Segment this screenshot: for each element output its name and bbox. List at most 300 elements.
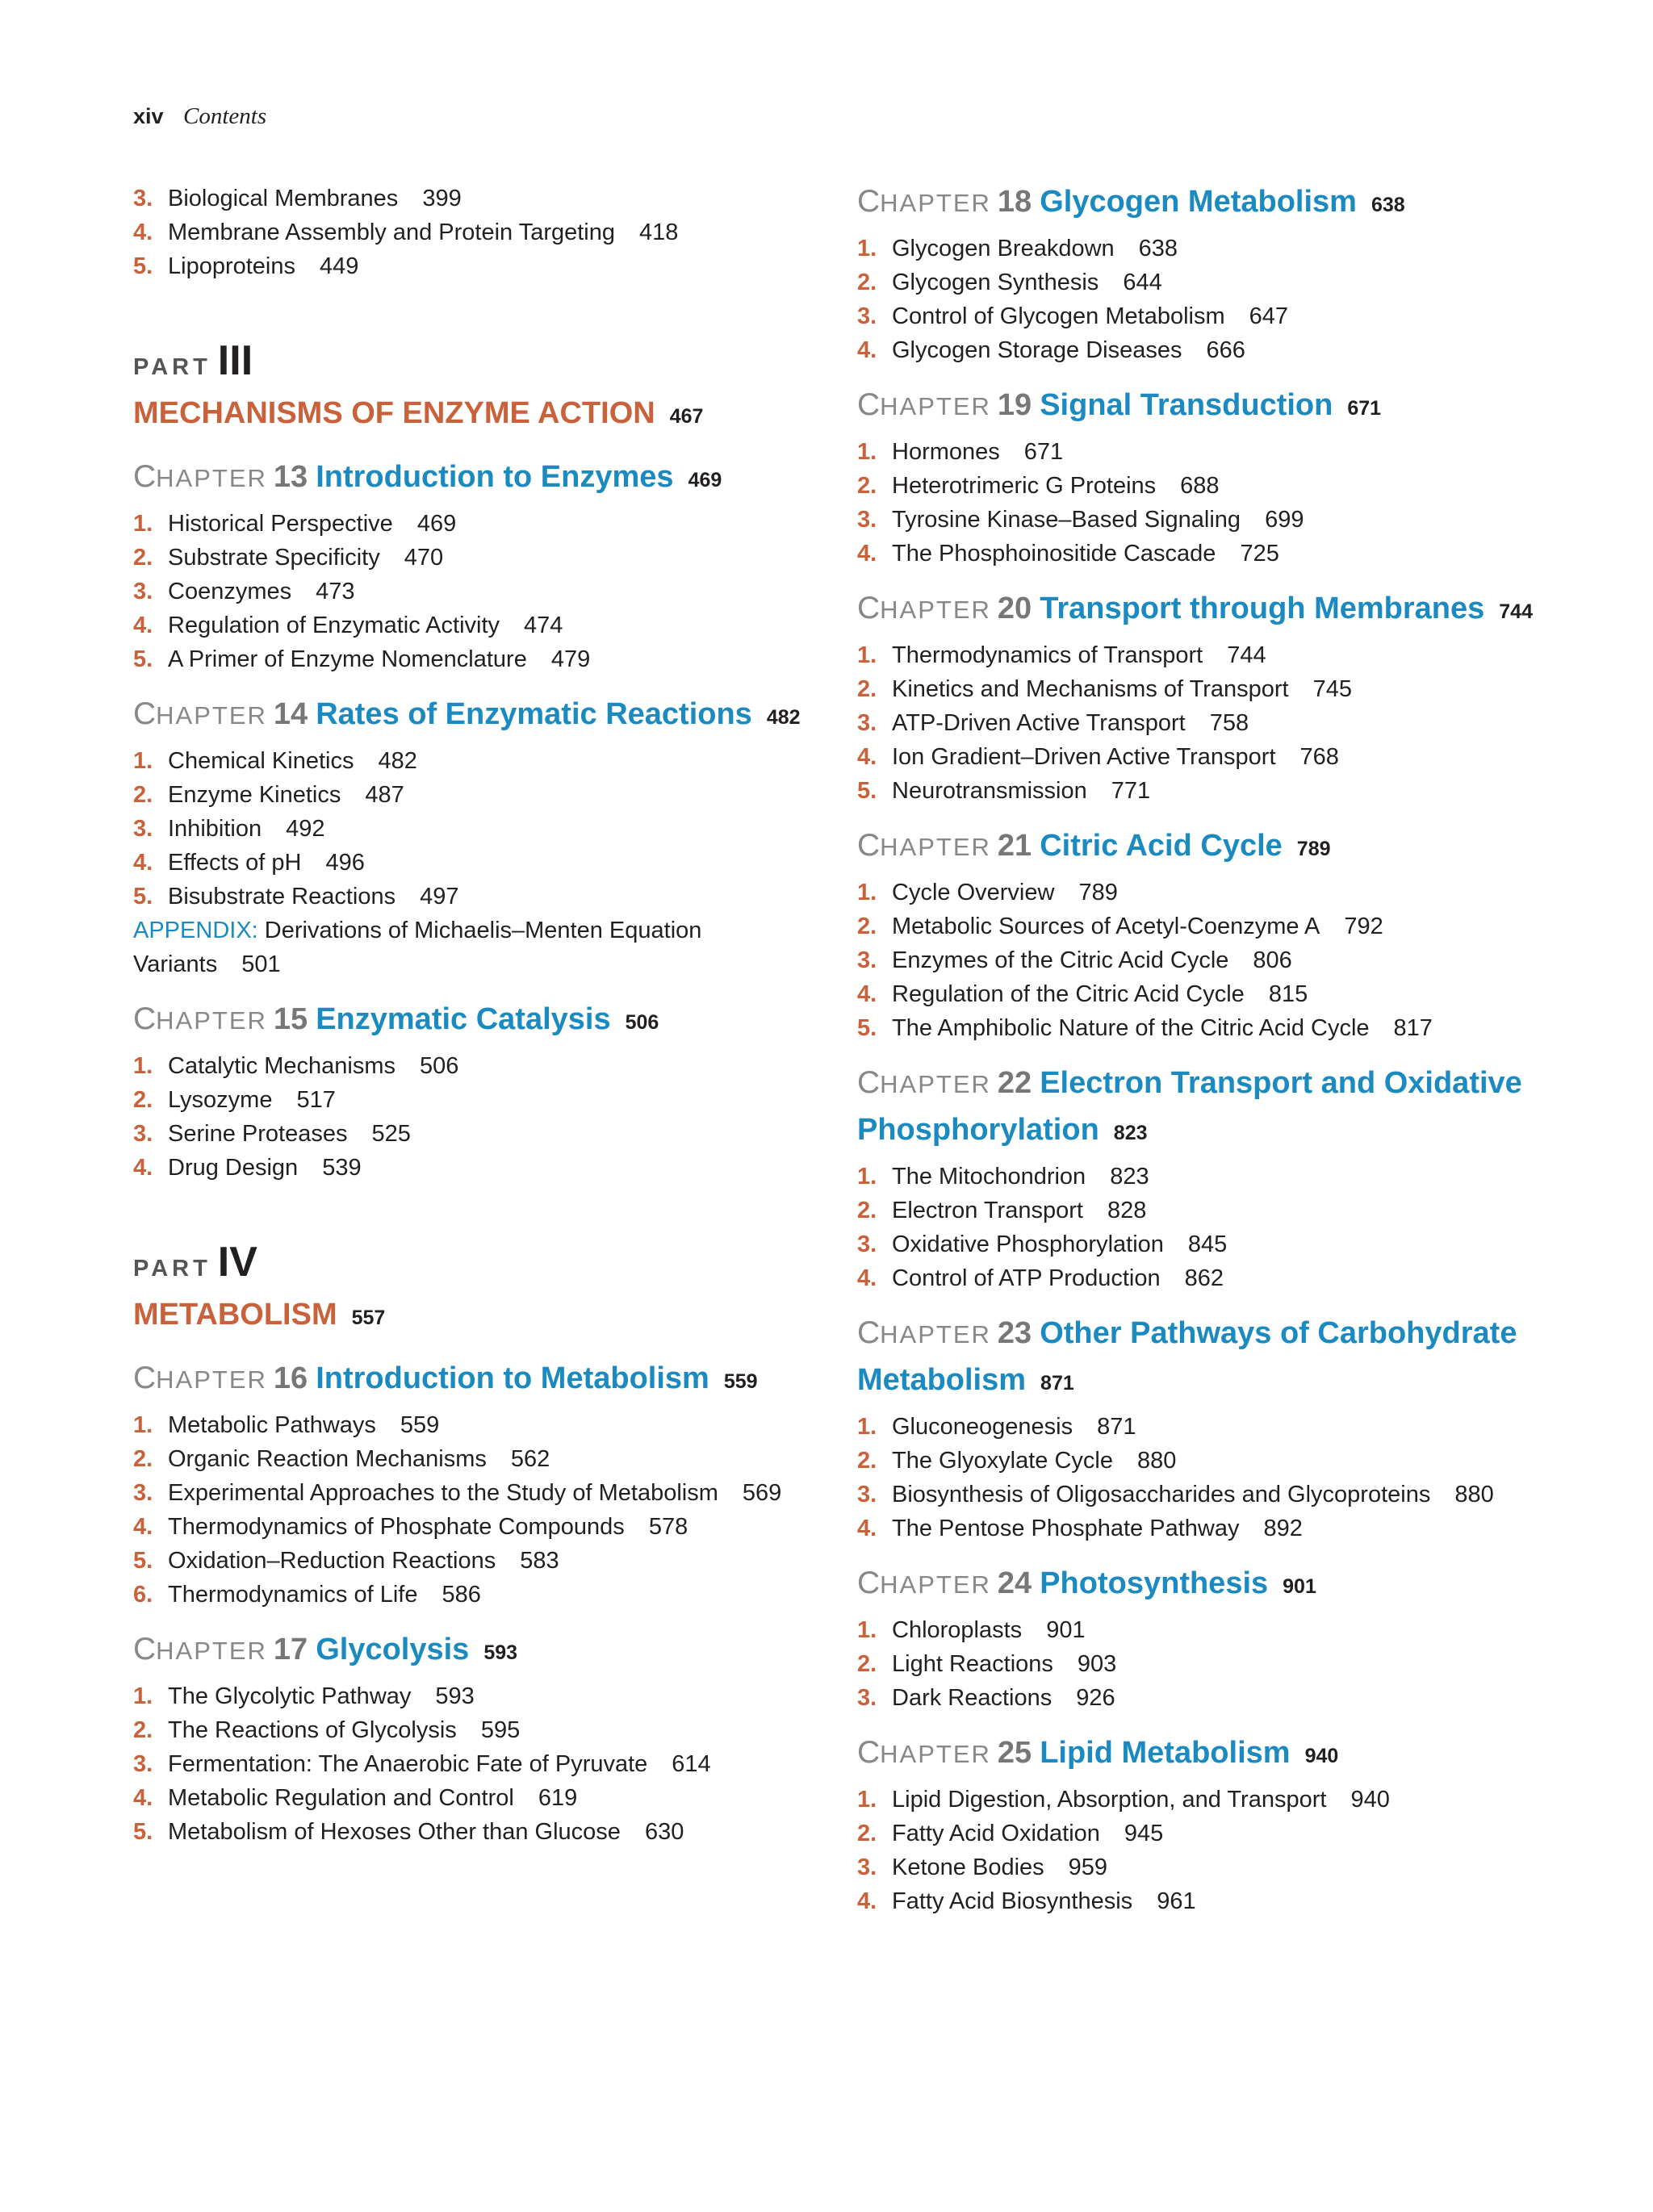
appendix-label: APPENDIX: [133, 918, 258, 943]
section-number: 2. [857, 270, 877, 295]
section-number: 5. [133, 253, 153, 279]
section-title: Kinetics and Mechanisms of Transport [892, 676, 1289, 702]
toc-item[interactable] [133, 812, 835, 846]
chapter-word [857, 184, 991, 219]
section-number: 2. [133, 1717, 153, 1743]
chapter-title[interactable]: Lipid Metabolism [1040, 1736, 1291, 1770]
toc-item[interactable] [133, 1083, 835, 1117]
toc-item[interactable] [857, 232, 1559, 266]
section-title: Lipid Digestion, Absorption, and Transport [892, 1787, 1327, 1813]
chapter-word [857, 387, 991, 422]
section-number: 4. [133, 220, 153, 245]
section-number: 2. [857, 1821, 877, 1846]
section-number: 2. [133, 1446, 153, 1472]
section-title: ATP-Driven Active Transport [892, 710, 1186, 736]
chapter-page: 940 [1304, 1745, 1339, 1767]
toc-item[interactable] [857, 1478, 1559, 1512]
section-title: Ion Gradient–Driven Active Transport [892, 744, 1276, 770]
toc-item[interactable] [857, 1011, 1559, 1045]
toc-item[interactable] [857, 299, 1559, 333]
section-page: 768 [1299, 744, 1339, 770]
chapter-word-cap: C [857, 184, 881, 219]
chapter-word-rest: HAPTER [156, 701, 267, 730]
chapter-number: 23 [997, 1316, 1032, 1350]
section-number: 1. [133, 1683, 153, 1709]
section-title: Thermodynamics of Transport [892, 642, 1203, 668]
toc-item[interactable] [857, 740, 1559, 774]
toc-item[interactable] [857, 469, 1559, 503]
chapter-word-rest: HAPTER [880, 1070, 991, 1098]
toc-item[interactable] [133, 249, 835, 283]
section-title: The Mitochondrion [892, 1164, 1086, 1190]
section-title: Thermodynamics of Life [168, 1582, 418, 1608]
section-page: 449 [320, 253, 359, 279]
part-label: PART [133, 1256, 211, 1282]
toc-item[interactable] [133, 215, 835, 249]
toc-item-list [133, 744, 835, 914]
toc-item-list [857, 1613, 1559, 1715]
toc-item[interactable] [857, 1613, 1559, 1647]
chapter-word [857, 828, 991, 863]
chapter-page: 823 [1113, 1122, 1148, 1144]
chapter-page: 638 [1371, 194, 1405, 216]
section-title: Glycogen Synthesis [892, 270, 1099, 295]
chapter-23 [857, 1313, 1559, 1545]
section-number: 4. [133, 1155, 153, 1181]
section-number: 3. [857, 1231, 877, 1257]
toc-item[interactable] [857, 1261, 1559, 1295]
chapter-word-rest: HAPTER [880, 596, 991, 624]
toc-item[interactable] [133, 182, 835, 215]
chapter-word-cap: C [857, 1315, 881, 1350]
section-page: 823 [1110, 1164, 1149, 1190]
section-number: 2. [857, 676, 877, 702]
toc-item[interactable] [857, 706, 1559, 740]
toc-item[interactable] [857, 1783, 1559, 1817]
toc-item-list [133, 1679, 835, 1849]
chapter-heading[interactable] [857, 385, 1559, 432]
toc-item[interactable] [133, 575, 835, 608]
part-3-heading [133, 337, 835, 434]
toc-item[interactable] [133, 1151, 835, 1185]
section-page: 487 [365, 782, 404, 808]
section-title: Lysozyme [168, 1087, 273, 1113]
section-title: Light Reactions [892, 1651, 1053, 1677]
toc-item[interactable] [857, 1647, 1559, 1681]
toc-item[interactable] [133, 1544, 835, 1578]
section-number: 5. [857, 778, 877, 804]
chapter-number: 17 [273, 1633, 308, 1666]
section-title: Glycogen Breakdown [892, 236, 1115, 261]
toc-item[interactable] [133, 1117, 835, 1151]
toc-item[interactable] [133, 744, 835, 778]
section-page: 828 [1107, 1198, 1147, 1223]
section-page: 961 [1157, 1888, 1196, 1914]
section-title: The Glyoxylate Cycle [892, 1448, 1113, 1474]
chapter-21 [857, 826, 1559, 1045]
toc-item[interactable] [857, 537, 1559, 571]
toc-item[interactable] [133, 1747, 835, 1781]
section-page: 815 [1268, 981, 1308, 1007]
section-number: 1. [857, 1787, 877, 1813]
toc-item[interactable] [133, 1408, 835, 1442]
toc-item-list [857, 232, 1559, 367]
section-number: 3. [133, 816, 153, 842]
section-title: Effects of pH [168, 850, 302, 876]
section-title: Metabolic Regulation and Control [168, 1785, 514, 1811]
toc-item[interactable] [857, 1160, 1559, 1194]
chapter-word [133, 459, 267, 494]
section-number: 1. [133, 748, 153, 774]
section-title: Historical Perspective [168, 511, 393, 537]
section-number: 1. [857, 236, 877, 261]
chapter-page: 671 [1347, 397, 1382, 420]
toc-item[interactable] [857, 774, 1559, 808]
section-title: Enzymes of the Citric Acid Cycle [892, 947, 1229, 973]
chapter-19 [857, 385, 1559, 571]
chapter-word-cap: C [133, 1001, 157, 1036]
chapter-heading[interactable] [857, 1063, 1559, 1156]
chapter-heading[interactable] [133, 694, 835, 741]
chapter-page: 469 [688, 469, 722, 491]
section-title: Coenzymes [168, 579, 292, 604]
toc-item-list [857, 1783, 1559, 1918]
section-page: 473 [316, 579, 355, 604]
section-number: 1. [857, 1164, 877, 1190]
section-title: Lipoproteins [168, 253, 295, 279]
section-title: Thermodynamics of Phosphate Compounds [168, 1514, 625, 1540]
section-number: 3. [133, 579, 153, 604]
chapter-word-rest: HAPTER [880, 833, 991, 861]
section-page: 862 [1184, 1265, 1224, 1291]
section-page: 771 [1111, 778, 1151, 804]
toc-item[interactable] [133, 778, 835, 812]
section-title: Experimental Approaches to the Study of Metabolism [168, 1480, 718, 1506]
section-page: 496 [325, 850, 365, 876]
section-number: 3. [133, 1121, 153, 1147]
section-number: 4. [857, 1516, 877, 1541]
section-page: 688 [1180, 473, 1220, 499]
chapter-number: 22 [997, 1066, 1032, 1100]
toc-item[interactable] [133, 1442, 835, 1476]
section-title: Substrate Specificity [168, 545, 380, 571]
chapter-title[interactable]: Introduction to Enzymes [316, 460, 674, 494]
chapter-heading[interactable] [857, 588, 1559, 635]
section-page: 614 [672, 1751, 711, 1777]
section-title: Metabolic Pathways [168, 1412, 376, 1438]
toc-item[interactable] [857, 333, 1559, 367]
section-number: 4. [133, 1514, 153, 1540]
section-page: 792 [1344, 914, 1383, 939]
section-page: 517 [296, 1087, 336, 1113]
chapter-title[interactable]: Enzymatic Catalysis [316, 1002, 611, 1036]
section-title: Regulation of the Citric Acid Cycle [892, 981, 1245, 1007]
toc-item[interactable] [857, 1410, 1559, 1444]
section-page: 479 [550, 646, 591, 672]
chapter-title[interactable]: Transport through Membranes [1040, 592, 1485, 625]
part-title[interactable]: MECHANISMS OF ENZYME ACTION [133, 396, 655, 430]
section-page: 470 [404, 545, 444, 571]
chapter-word [857, 1065, 991, 1100]
section-number: 1. [857, 880, 877, 905]
section-title: Tyrosine Kinase–Based Signaling [892, 507, 1241, 533]
chapter-number: 19 [997, 388, 1032, 422]
section-number: 3. [133, 1751, 153, 1777]
section-title: The Glycolytic Pathway [168, 1683, 412, 1709]
section-number: 4. [857, 981, 877, 1007]
toc-item[interactable] [857, 503, 1559, 537]
section-number: 2. [133, 1087, 153, 1113]
toc-item[interactable] [133, 1578, 835, 1612]
part-4-heading [133, 1241, 835, 1336]
toc-item[interactable] [857, 1512, 1559, 1545]
section-title: Oxidative Phosphorylation [892, 1231, 1164, 1257]
chapter-word [857, 591, 991, 625]
section-number: 3. [857, 507, 877, 533]
chapter-14 [133, 694, 835, 981]
section-number: 4. [857, 337, 877, 363]
toc-item[interactable] [133, 642, 835, 676]
chapter-number: 14 [273, 697, 308, 731]
section-title: Control of ATP Production [892, 1265, 1161, 1291]
chapter-title[interactable]: Rates of Enzymatic Reactions [316, 697, 752, 731]
chapter-word [133, 1632, 267, 1666]
toc-item[interactable] [857, 977, 1559, 1011]
section-title: Fatty Acid Oxidation [892, 1821, 1100, 1846]
section-page: 892 [1263, 1516, 1303, 1541]
part-label: PART [133, 354, 211, 380]
toc-left-column [133, 182, 835, 1867]
chapter-word-cap: C [133, 696, 157, 731]
part-numeral: IV [217, 1239, 257, 1286]
chapter-heading[interactable] [133, 457, 835, 504]
chapter-13 [133, 457, 835, 676]
chapter-title[interactable]: Photosynthesis [1040, 1566, 1269, 1600]
section-page: 845 [1187, 1231, 1228, 1257]
section-page: 578 [648, 1514, 688, 1540]
toc-item[interactable] [133, 507, 835, 541]
chapter-title[interactable]: Electron Transport and Oxidative Phosphorylation [857, 1066, 1522, 1147]
chapter-word-cap: C [133, 1361, 157, 1395]
section-title: Catalytic Mechanisms [168, 1053, 396, 1079]
running-header-label: Contents [183, 103, 267, 129]
chapter-word [857, 1315, 991, 1350]
section-page: 469 [416, 511, 457, 537]
chapter-word [133, 696, 267, 731]
toc-item[interactable] [857, 638, 1559, 672]
section-page: 647 [1249, 303, 1289, 329]
section-page: 644 [1123, 270, 1162, 295]
toc-item[interactable] [857, 909, 1559, 943]
toc-item[interactable] [857, 435, 1559, 469]
section-page: 758 [1209, 710, 1249, 736]
section-title: Biological Membranes [168, 186, 399, 211]
part-page: 557 [351, 1307, 386, 1329]
toc-item[interactable] [133, 1713, 835, 1747]
toc-item[interactable] [133, 608, 835, 642]
chapter-25 [857, 1733, 1559, 1918]
part-numeral: III [217, 337, 253, 384]
section-number: 3. [857, 710, 877, 736]
chapter-title[interactable]: Signal Transduction [1040, 388, 1333, 422]
chapter-title[interactable]: Citric Acid Cycle [1040, 829, 1283, 863]
toc-right-column [857, 182, 1559, 1936]
chapter-page: 482 [766, 706, 801, 729]
section-number: 3. [857, 1482, 877, 1507]
section-title: Metabolism of Hexoses Other than Glucose [168, 1819, 621, 1845]
section-page: 880 [1454, 1482, 1494, 1507]
page-header [133, 100, 266, 132]
toc-item[interactable] [857, 876, 1559, 909]
chapter-heading[interactable] [133, 1629, 835, 1676]
toc-item[interactable] [133, 1781, 835, 1815]
chapter-heading[interactable] [857, 826, 1559, 872]
section-number: 3. [133, 1480, 153, 1506]
toc-item[interactable] [857, 1194, 1559, 1227]
section-page: 671 [1023, 439, 1064, 465]
section-title: Metabolic Sources of Acetyl-Coenzyme A [892, 914, 1320, 939]
section-title: Enzyme Kinetics [168, 782, 341, 808]
section-page: 474 [524, 613, 563, 638]
section-page: 525 [371, 1121, 411, 1147]
chapter-word-cap: C [857, 591, 881, 625]
toc-item-list [857, 1410, 1559, 1545]
toc-item[interactable] [857, 672, 1559, 706]
toc-item[interactable] [857, 1884, 1559, 1918]
toc-item[interactable] [133, 1476, 835, 1510]
section-number: 4. [857, 744, 877, 770]
section-page: 539 [322, 1155, 362, 1181]
section-title: Membrane Assembly and Protein Targeting [168, 220, 615, 245]
toc-item[interactable] [133, 880, 835, 914]
chapter-page: 871 [1040, 1372, 1074, 1395]
toc-item[interactable] [857, 1817, 1559, 1850]
toc-item[interactable] [857, 1227, 1559, 1261]
toc-item[interactable] [133, 1510, 835, 1544]
toc-item-list [133, 507, 835, 676]
chapter-heading[interactable] [857, 182, 1559, 228]
toc-item-list [857, 876, 1559, 1045]
toc-item[interactable] [133, 846, 835, 880]
part-title[interactable]: METABOLISM [133, 1298, 337, 1332]
section-title: The Amphibolic Nature of the Citric Acid Cycle [892, 1015, 1370, 1041]
section-number: 2. [857, 473, 877, 499]
section-number: 1. [133, 1053, 153, 1079]
section-title: Drug Design [168, 1155, 299, 1181]
toc-item-list [133, 1049, 835, 1185]
section-page: 940 [1350, 1787, 1390, 1813]
chapter-word-rest: HAPTER [880, 189, 991, 217]
chapter-word [857, 1566, 991, 1600]
section-number: 6. [133, 1582, 153, 1608]
chapter-page: 593 [483, 1641, 518, 1664]
chapter-15 [133, 999, 835, 1185]
chapter-word-cap: C [857, 1566, 881, 1600]
section-page: 569 [742, 1480, 782, 1506]
chapter-word-rest: HAPTER [880, 1740, 991, 1768]
section-page: 586 [441, 1582, 481, 1608]
section-title: Neurotransmission [892, 778, 1087, 804]
section-title: Oxidation–Reduction Reactions [168, 1548, 496, 1574]
chapter-heading[interactable] [857, 1313, 1559, 1407]
appendix-entry[interactable] [133, 914, 835, 981]
chapter-heading[interactable] [133, 1358, 835, 1405]
section-page: 903 [1077, 1651, 1117, 1677]
toc-item[interactable] [857, 266, 1559, 299]
toc-item-list [133, 1408, 835, 1612]
section-number: 2. [857, 1198, 877, 1223]
section-page: 880 [1137, 1448, 1177, 1474]
section-page: 418 [639, 220, 679, 245]
chapter-title[interactable]: Glycolysis [316, 1633, 470, 1666]
section-number: 1. [857, 1617, 877, 1643]
toc-item[interactable] [857, 1681, 1559, 1715]
section-page: 593 [435, 1683, 475, 1709]
toc-item[interactable] [857, 943, 1559, 977]
chapter-word [857, 1735, 991, 1770]
section-page: 959 [1068, 1854, 1108, 1880]
section-title: Biosynthesis of Oligosaccharides and Glycoproteins [892, 1482, 1431, 1507]
chapter-heading[interactable] [857, 1733, 1559, 1779]
section-number: 3. [857, 1854, 877, 1880]
section-page: 666 [1206, 337, 1245, 363]
section-title: Regulation of Enzymatic Activity [168, 613, 500, 638]
toc-item[interactable] [133, 1679, 835, 1713]
toc-item[interactable] [857, 1444, 1559, 1478]
chapter-title[interactable]: Introduction to Metabolism [316, 1361, 709, 1395]
chapter-number: 16 [273, 1361, 308, 1395]
section-number: 3. [857, 1685, 877, 1711]
section-page: 744 [1227, 642, 1266, 668]
chapter-number: 24 [997, 1566, 1032, 1600]
section-number: 2. [857, 914, 877, 939]
chapter-word-rest: HAPTER [156, 464, 267, 492]
section-title: Chloroplasts [892, 1617, 1023, 1643]
chapter-title[interactable]: Other Pathways of Carbohydrate Metabolism [857, 1316, 1517, 1397]
toc-item-list [857, 1160, 1559, 1295]
section-number: 3. [133, 186, 153, 211]
section-number: 5. [133, 884, 153, 909]
toc-item[interactable] [857, 1850, 1559, 1884]
chapter-word [133, 1001, 267, 1036]
section-number: 2. [133, 782, 153, 808]
toc-item-list [857, 638, 1559, 808]
toc-item[interactable] [133, 1049, 835, 1083]
appendix-page: 501 [241, 951, 281, 977]
section-number: 1. [857, 439, 877, 465]
chapter-number: 20 [997, 592, 1032, 625]
chapter-number: 21 [997, 829, 1032, 863]
chapter-word-cap: C [857, 1735, 881, 1770]
toc-item-list [133, 182, 835, 283]
chapter-word-rest: HAPTER [156, 1365, 267, 1394]
section-title: A Primer of Enzyme Nomenclature [168, 646, 527, 672]
chapter-heading[interactable] [133, 999, 835, 1046]
section-title: The Reactions of Glycolysis [168, 1717, 457, 1743]
section-page: 595 [480, 1717, 521, 1743]
section-page: 901 [1046, 1617, 1086, 1643]
section-number: 2. [133, 545, 153, 571]
section-title: Control of Glycogen Metabolism [892, 303, 1225, 329]
toc-item[interactable] [133, 541, 835, 575]
chapter-heading[interactable] [857, 1563, 1559, 1610]
chapter-number: 13 [273, 460, 308, 494]
section-page: 817 [1393, 1015, 1433, 1041]
section-page: 806 [1253, 947, 1292, 973]
chapter-title[interactable]: Glycogen Metabolism [1040, 185, 1357, 219]
toc-item[interactable] [133, 1815, 835, 1849]
chapter-page: 559 [723, 1370, 758, 1393]
